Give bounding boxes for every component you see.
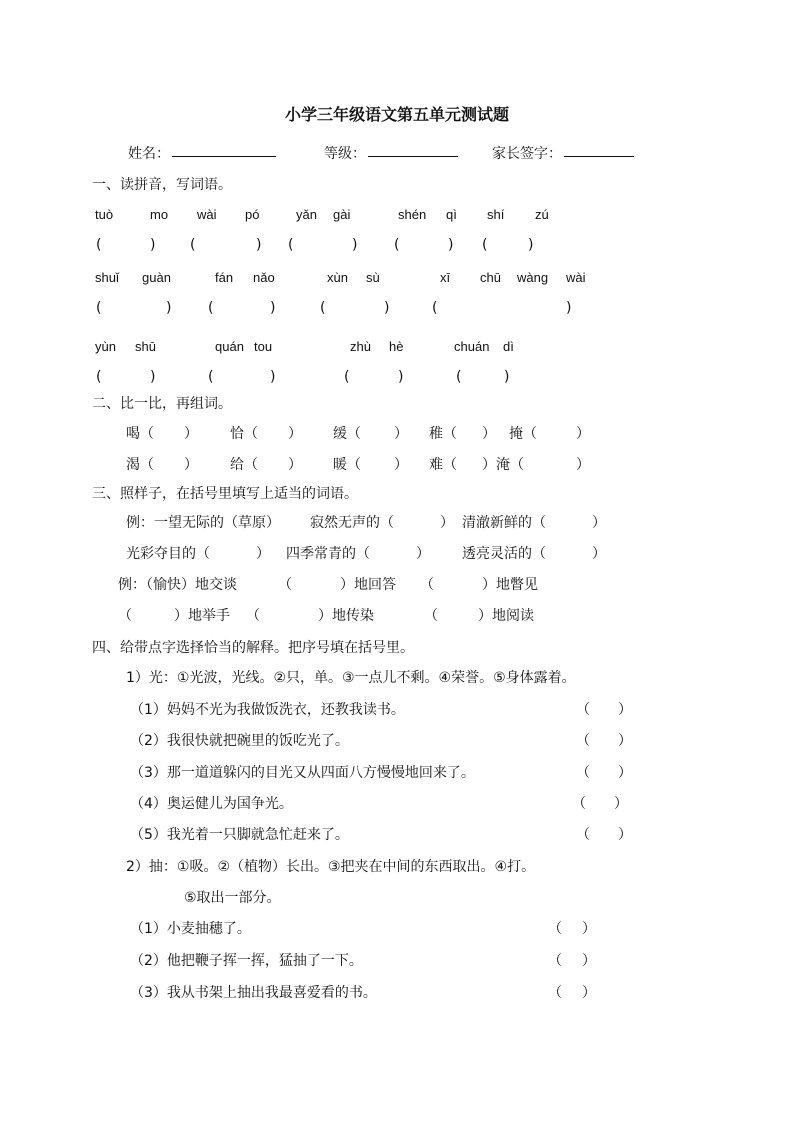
answer-paren-close: ） xyxy=(618,827,632,843)
answer-paren-close: ) xyxy=(352,237,358,253)
pinyin: yǎn xyxy=(296,207,317,222)
fill-text: 透亮灵活的（ xyxy=(462,546,546,562)
pinyin: nǎo xyxy=(253,270,275,285)
question-item: （1）小麦抽穗了。 xyxy=(130,921,251,937)
question-item: （4）奥运健儿为国争光。 xyxy=(130,796,293,812)
answer-paren-open[interactable]: ( xyxy=(432,300,438,316)
pinyin: shuǐ xyxy=(95,270,119,285)
parent-sign-label: 家长签字： xyxy=(492,146,562,162)
fill-text: 光彩夺目的（ xyxy=(126,546,210,562)
answer-paren-close: ) xyxy=(528,237,534,253)
pinyin: wàng xyxy=(517,270,549,285)
compare-paren-close: ） xyxy=(184,426,198,442)
answer-paren-open[interactable]: （ xyxy=(576,765,590,781)
fill-paren-open: （ xyxy=(420,577,434,593)
pinyin: tuò xyxy=(95,207,114,222)
pinyin: hè xyxy=(389,339,404,354)
answer-paren-open[interactable]: ( xyxy=(208,300,214,316)
pinyin: dì xyxy=(503,339,514,354)
answer-paren-close: ） xyxy=(614,796,628,812)
grade-blank[interactable] xyxy=(368,156,458,157)
fill-paren-open: （ xyxy=(246,608,260,624)
compare-char: 缓（ xyxy=(333,426,361,442)
example-text: 例：（愉快）地交谈 xyxy=(118,577,237,593)
answer-paren-open[interactable]: ( xyxy=(96,300,102,316)
compare-char: 难（ xyxy=(429,457,457,473)
page-title: 小学三年级语文第五单元测试题 xyxy=(284,105,509,124)
pinyin: xùn xyxy=(327,270,348,285)
section-4-heading: 四、给带点字选择恰当的解释。把序号填在括号里。 xyxy=(92,640,414,656)
pinyin: fán xyxy=(215,270,234,285)
answer-paren-open[interactable]: ( xyxy=(394,237,400,253)
pinyin: mo xyxy=(150,207,169,222)
question-stem: 1）光：①光波，光线。②只，单。③一点儿不剩。④荣誉。⑤身体露着。 xyxy=(126,670,576,686)
parent-sign-blank[interactable] xyxy=(564,156,634,157)
question-item: （3）我从书架上抽出我最喜爱看的书。 xyxy=(130,985,377,1001)
fill-paren-open: （ xyxy=(118,608,132,624)
pinyin: quán xyxy=(215,339,244,354)
answer-paren-close: ) xyxy=(384,300,390,316)
answer-paren-close: ） xyxy=(582,921,596,937)
fill-text: 清澈新鲜的（ xyxy=(462,515,546,531)
answer-paren-close: ） xyxy=(582,985,596,1001)
question-item: （2）他把鞭子挥一挥，猛抽了一下。 xyxy=(130,953,363,969)
fill-text: ）地阅读 xyxy=(478,608,534,624)
question-item: （5）我光着一只脚就急忙赶来了。 xyxy=(130,827,349,843)
answer-paren-close: ) xyxy=(398,369,404,385)
compare-paren-close: ） xyxy=(482,426,496,442)
fill-paren-close: ） xyxy=(416,546,430,562)
section-1-heading: 一、读拼音，写词语。 xyxy=(92,177,232,193)
answer-paren-close: ) xyxy=(566,300,572,316)
pinyin: shén xyxy=(398,207,427,222)
pinyin: guàn xyxy=(142,270,171,285)
fill-text: 寂然无声的（ xyxy=(310,515,394,531)
answer-paren-open[interactable]: ( xyxy=(96,369,102,385)
question-item: （3）那一道道躲闪的目光又从四面八方慢慢地回来了。 xyxy=(130,765,475,781)
grade-label: 等级： xyxy=(324,146,366,162)
question-item: （1）妈妈不光为我做饭洗衣，还教我读书。 xyxy=(130,702,405,718)
compare-paren-close: ） xyxy=(184,457,198,473)
pinyin: gài xyxy=(333,207,351,222)
compare-paren-close: ） xyxy=(576,426,590,442)
answer-paren-open[interactable]: （ xyxy=(576,702,590,718)
answer-paren-close: ） xyxy=(582,953,596,969)
name-blank[interactable] xyxy=(172,156,276,157)
answer-paren-open[interactable]: （ xyxy=(576,827,590,843)
answer-paren-open[interactable]: （ xyxy=(572,796,586,812)
answer-paren-open[interactable]: （ xyxy=(548,953,562,969)
answer-paren-open[interactable]: ( xyxy=(320,300,326,316)
answer-paren-close: ） xyxy=(618,702,632,718)
fill-text: ）地瞥见 xyxy=(482,577,538,593)
compare-char: 恰（ xyxy=(230,426,258,442)
compare-paren-close: ） xyxy=(394,426,408,442)
answer-paren-open[interactable]: （ xyxy=(548,921,562,937)
answer-paren-close: ) xyxy=(150,237,156,253)
pinyin: zhù xyxy=(350,339,371,354)
pinyin: shí xyxy=(487,207,505,222)
fill-paren-close: ） xyxy=(440,515,454,531)
fill-text: 四季常青的（ xyxy=(286,546,370,562)
answer-paren-close: ) xyxy=(448,237,454,253)
answer-paren-close: ) xyxy=(504,369,510,385)
answer-paren-open[interactable]: ( xyxy=(288,237,294,253)
fill-paren-open: （ xyxy=(278,577,292,593)
compare-paren-close: ） xyxy=(288,426,302,442)
answer-paren-close: ） xyxy=(618,733,632,749)
answer-paren-open[interactable]: ( xyxy=(482,237,488,253)
fill-text: ）地回答 xyxy=(340,577,396,593)
compare-paren-close: ） xyxy=(394,457,408,473)
answer-paren-open[interactable]: ( xyxy=(208,369,214,385)
question-stem: 2）抽：①吸。②（植物）长出。③把夹在中间的东西取出。④打。 xyxy=(126,859,536,875)
pinyin: wài xyxy=(566,270,586,285)
pinyin: shū xyxy=(135,339,156,354)
question-stem-continued: ⑤取出一部分。 xyxy=(184,890,281,906)
example-text: 例：一望无际的（草原） xyxy=(126,515,280,531)
answer-paren-close: ) xyxy=(270,300,276,316)
section-3-heading: 三、照样子，在括号里填写上适当的词语。 xyxy=(92,486,358,502)
compare-char: 给（ xyxy=(230,457,258,473)
compare-char: 渴（ xyxy=(126,457,154,473)
pinyin: zú xyxy=(535,207,549,222)
compare-paren-close: ） xyxy=(576,457,590,473)
pinyin: wài xyxy=(197,207,217,222)
answer-paren-close: ) xyxy=(166,300,172,316)
pinyin: xī xyxy=(440,270,451,285)
name-label: 姓名： xyxy=(128,146,170,162)
answer-paren-close: ) xyxy=(256,237,262,253)
fill-paren-close: ） xyxy=(256,546,270,562)
answer-paren-close: ) xyxy=(270,369,276,385)
fill-paren-open: （ xyxy=(424,608,438,624)
compare-char: ）淹（ xyxy=(482,457,524,473)
pinyin: qì xyxy=(446,207,457,222)
answer-paren-close: ） xyxy=(618,765,632,781)
fill-text: ）地举手 xyxy=(174,608,230,624)
question-item: （2）我很快就把碗里的饭吃光了。 xyxy=(130,733,349,749)
answer-paren-open[interactable]: ( xyxy=(344,369,350,385)
answer-paren-open[interactable]: ( xyxy=(96,237,102,253)
answer-paren-open[interactable]: （ xyxy=(576,733,590,749)
fill-paren-close: ） xyxy=(592,515,606,531)
compare-char: 喝（ xyxy=(126,426,154,442)
pinyin: chuán xyxy=(454,339,490,354)
pinyin: yùn xyxy=(95,339,116,354)
compare-paren-close: ） xyxy=(288,457,302,473)
compare-char: 掩（ xyxy=(509,426,537,442)
pinyin: tou xyxy=(254,339,273,354)
answer-paren-open[interactable]: （ xyxy=(548,985,562,1001)
fill-paren-close: ） xyxy=(592,546,606,562)
pinyin: sù xyxy=(366,270,380,285)
pinyin: pó xyxy=(245,207,260,222)
answer-paren-close: ) xyxy=(150,369,156,385)
pinyin: chū xyxy=(480,270,501,285)
compare-char: 稚（ xyxy=(429,426,457,442)
fill-text: ）地传染 xyxy=(318,608,374,624)
answer-paren-open[interactable]: ( xyxy=(190,237,196,253)
section-2-heading: 二、比一比，再组词。 xyxy=(92,396,232,412)
compare-char: 暖（ xyxy=(333,457,361,473)
answer-paren-open[interactable]: ( xyxy=(456,369,462,385)
